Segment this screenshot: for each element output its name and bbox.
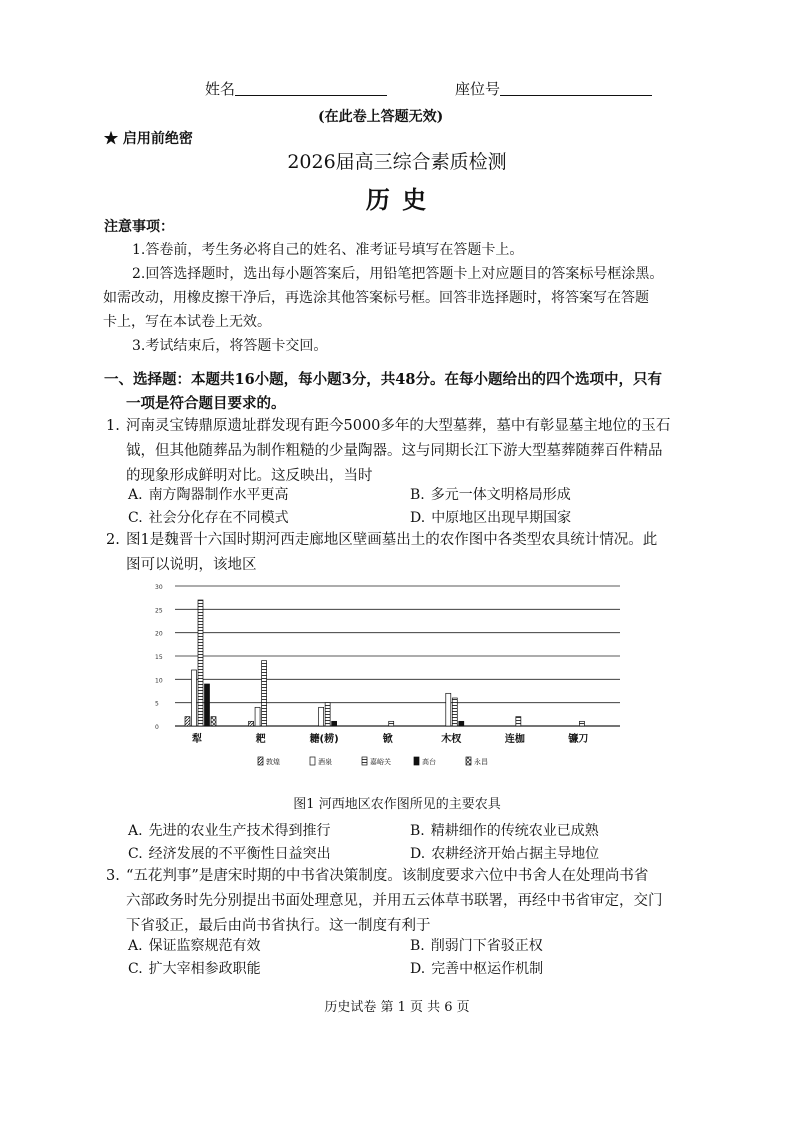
notice-item-3: 3.考试结束后，将答题卡交回。 [132,338,328,354]
q1-option-a[interactable]: A. 南方陶器制作水平更高 [128,487,289,503]
question-1 [106,414,676,489]
x-category-label: 连枷 [504,734,525,745]
legend-swatch [362,757,367,765]
y-tick-label: 30 [155,584,163,591]
section-1-line-2: 一项是符合题目要求的。 [126,395,286,412]
x-category-label: 镰刀 [568,734,589,745]
question-2-line-2: 图可以说明，该地区 [126,557,257,573]
question-1-line-3: 的现象形成鲜明对比。这反映出，当时 [126,468,373,484]
legend-swatch [258,757,263,765]
question-1-number: 1. [106,418,120,434]
notice-item-2-line-2: 如需改动，用橡皮擦干净后，再选涂其他答案标号框。回答非选择题时，将答案写在答题 [103,290,649,306]
farm-tools-bar-chart [140,578,640,778]
bar [192,670,197,726]
bar [579,721,584,726]
q2-option-d[interactable]: D. 农耕经济开始占据主导地位 [410,846,600,862]
y-tick-label: 20 [155,630,163,638]
question-3 [106,864,676,939]
x-category-label: 犁 [192,734,202,745]
legend-label: 嘉峪关 [370,758,391,766]
legend-label: 敦煌 [266,758,280,766]
y-tick-label: 0 [155,724,159,731]
x-category-label: 锨 [382,734,393,745]
bar [389,721,394,726]
bar [319,707,324,726]
bar [249,721,254,726]
q3-option-d[interactable]: D. 完善中枢运作机制 [410,961,544,977]
q1-option-c[interactable]: C. 社会分化存在不同模式 [128,510,289,526]
question-2-line-1: 图1是魏晋十六国时期河西走廊地区壁画墓出土的农作图中各类型农具统计情况。此 [126,532,658,548]
question-3-line-3: 下省驳正，最后由尚书省执行。这一制度有利于 [126,918,431,934]
x-category-label: 耙 [255,734,266,745]
question-2-number: 2. [106,532,120,548]
exam-title: 2026届高三综合素质检测 [287,151,507,173]
page-footer: 历史试卷 第 1 页 共 6 页 [324,1000,470,1015]
bar [516,717,521,726]
q2-option-b[interactable]: B. 精耕细作的传统农业已成熟 [410,823,599,839]
bar [325,703,330,726]
q3-option-a[interactable]: A. 保证监察规范有效 [128,938,261,954]
question-1-line-2: 钺，但其他随葬品为制作粗糙的少量陶器。这与同期长江下游大型墓葬随葬百件精品 [126,443,663,459]
y-tick-label: 10 [155,677,163,685]
subject-title: 历 史 [365,185,429,214]
bar [211,717,216,726]
question-3-number: 3. [106,868,120,884]
legend-label: 永昌 [474,758,488,766]
bar [185,717,190,726]
x-category-label: 耱(耢) [309,734,339,745]
question-3-line-1: “五花判事”是唐宋时期的中书省决策制度。该制度要求六位中书舍人在处理尚书省 [126,868,649,884]
seat-field [455,78,652,99]
bar [262,661,267,726]
q3-option-c[interactable]: C. 扩大宰相参政职能 [128,961,261,977]
q2-option-c[interactable]: C. 经济发展的不平衡性日益突出 [128,846,331,862]
name-field [205,78,387,99]
question-1-line-1: 河南灵宝铸鼎原遗址群发现有距今5000多年的大型墓葬，墓中有彰显墓主地位的玉石 [126,418,671,434]
no-answer-note: (在此卷上答题无效) [318,109,444,125]
bar [205,684,210,726]
bar [452,698,457,726]
name-blank [235,81,387,96]
question-3-line-2: 六部政务时先分别提出书面处理意见，并用五云体草书联署，再经中书省审定，交门 [126,893,663,909]
notice-item-1: 1.答卷前，考生务必将自己的姓名、准考证号填写在答题卡上。 [132,242,524,258]
y-tick-label: 25 [155,607,163,615]
bar [255,707,260,726]
bar [459,721,464,726]
q1-option-d[interactable]: D. 中原地区出现早期国家 [410,510,572,526]
legend-swatch [414,757,419,765]
legend-label: 高台 [422,758,436,766]
notice-heading: 注意事项： [104,219,174,235]
q3-option-b[interactable]: B. 削弱门下省驳正权 [410,938,543,954]
x-category-label: 木杈 [441,734,462,745]
bar [332,721,337,726]
bar [446,693,451,726]
legend-swatch [466,757,471,765]
figure-caption: 图1 河西地区农作图所见的主要农具 [293,797,501,812]
y-tick-label: 15 [155,654,163,661]
name-label: 姓名 [205,80,236,98]
q1-option-b[interactable]: B. 多元一体文明格局形成 [410,487,571,503]
question-2 [106,528,676,578]
notice-item-2-line-3: 卡上，写在本试卷上无效。 [103,314,271,330]
y-tick-label: 5 [155,700,159,708]
bar [198,600,203,726]
q2-option-a[interactable]: A. 先进的农业生产技术得到推行 [128,823,331,839]
legend-label: 酒泉 [318,758,332,766]
secret-mark: ★ 启用前绝密 [104,131,193,147]
notice-item-2-line-1: 2.回答选择题时，选出每小题答案后，用铅笔把答题卡上对应题目的答案标号框涂黑。 [132,266,664,282]
seat-label: 座位号 [455,80,501,98]
seat-blank [500,81,652,96]
legend-swatch [310,757,315,765]
section-1-line-1: 一、选择题：本题共16小题，每小题3分，共48分。在每小题给出的四个选项中，只有 [104,371,662,388]
